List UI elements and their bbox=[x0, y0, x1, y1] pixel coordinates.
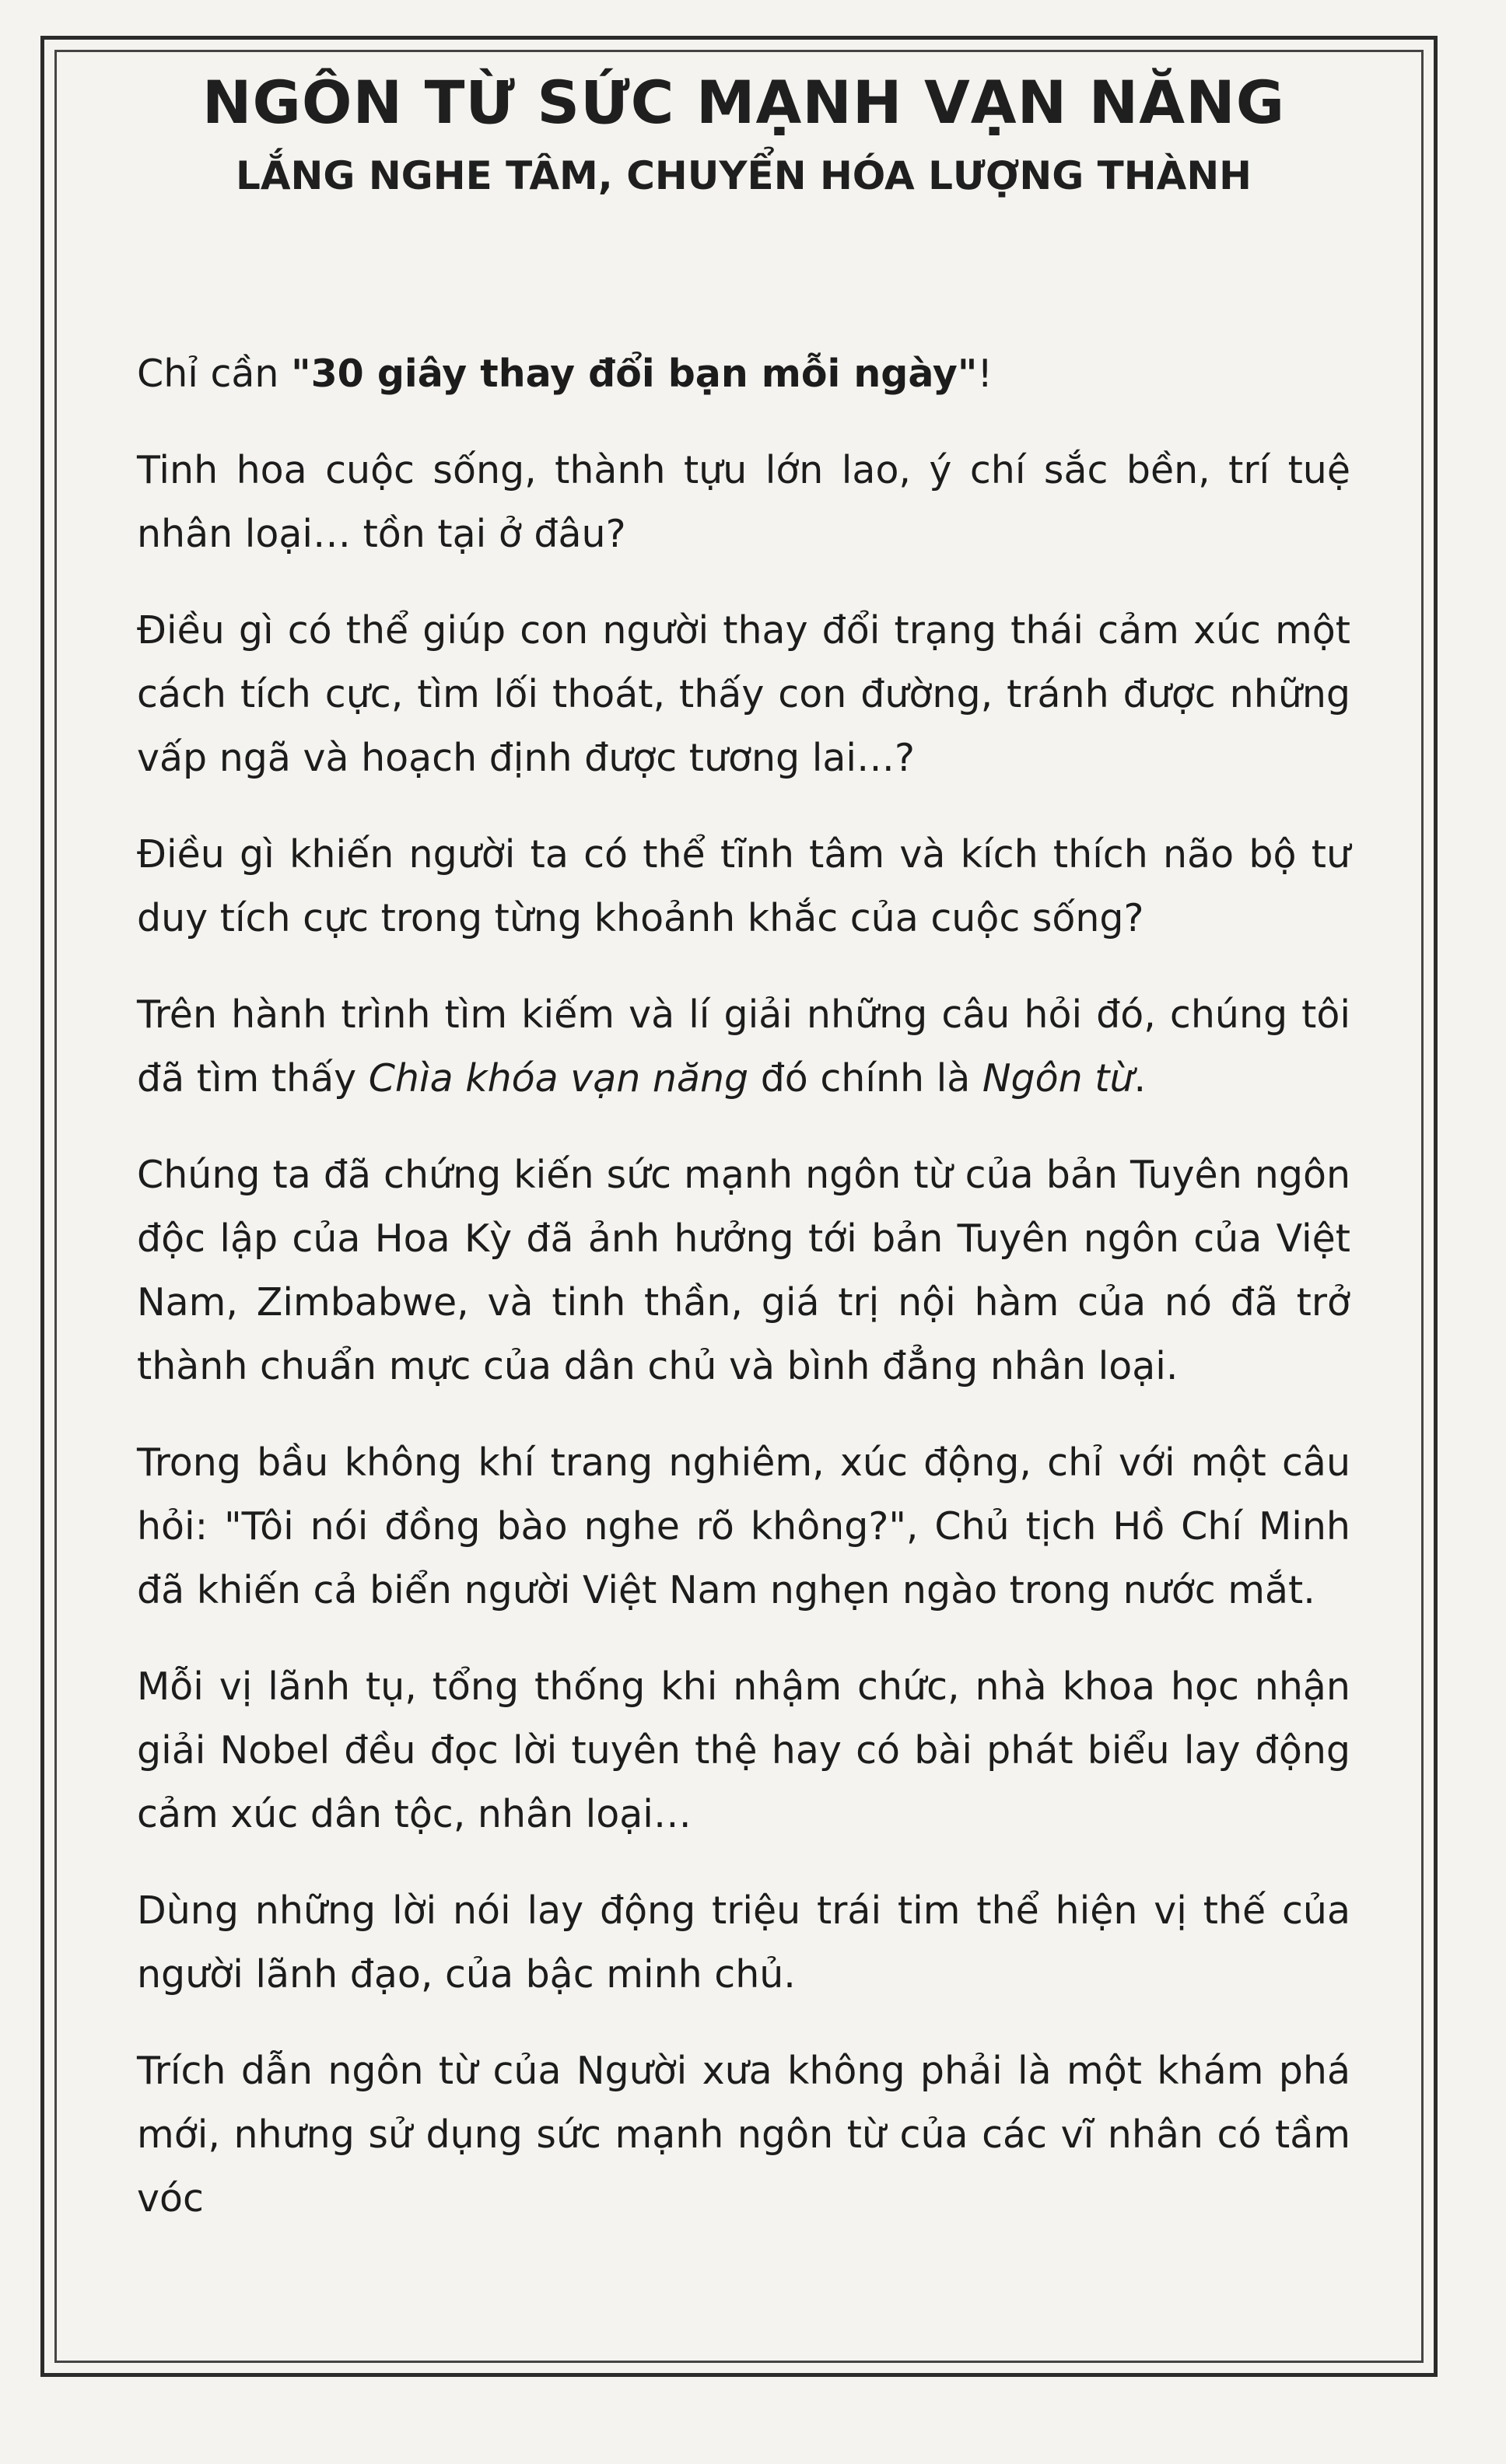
paragraph-5-italic-word: Ngôn từ bbox=[982, 1056, 1134, 1101]
paragraph-1 bbox=[137, 342, 1350, 406]
paragraph-5-text: Trên hành trình tìm kiếm và lí giải những câu hỏi đó, chúng tôi đã tìm thấy bbox=[137, 992, 1350, 1101]
paragraph-7: Trong bầu không khí trang nghiêm, xúc động, chỉ với một câu hỏi: "Tôi nói đồng bào nghe rõ không?", Chủ tịch Hồ Chí Minh đã khiến cả biển người Việt Nam nghẹn ngào trong nước mắt. bbox=[137, 1440, 1350, 1612]
paragraph-8: Mỗi vị lãnh tụ, tổng thống khi nhậm chức, nhà khoa học nhận giải Nobel đều đọc lời tuyên thệ hay có bài phát biểu lay động cảm xúc dân tộc, nhân loại… bbox=[137, 1664, 1350, 1836]
paragraph-4: Điều gì khiến người ta có thể tĩnh tâm và kích thích não bộ tư duy tích cực trong từng khoảnh khắc của cuộc sống? bbox=[137, 832, 1350, 940]
paragraph-5-italic-key: Chìa khóa vạn năng bbox=[368, 1056, 749, 1101]
paragraph-5 bbox=[137, 983, 1350, 1111]
paragraph-10: Trích dẫn ngôn từ của Người xưa không phải là một khám phá mới, nhưng sử dụng sức mạnh ngôn từ của các vĩ nhân có tầm vóc bbox=[137, 2049, 1350, 2221]
paragraph-2: Tinh hoa cuộc sống, thành tựu lớn lao, ý chí sắc bền, trí tuệ nhân loại… tồn tại ở đâu? bbox=[137, 448, 1350, 556]
paragraph-1-bold: "30 giây thay đổi bạn mỗi ngày" bbox=[291, 352, 978, 396]
paragraph-3: Điều gì có thể giúp con người thay đổi trạng thái cảm xúc một cách tích cực, tìm lối thoát, thấy con đường, tránh được những vấp ngã và hoạch định được tương lai…? bbox=[137, 608, 1350, 780]
paragraph-5-middle: đó chính là bbox=[748, 1056, 982, 1101]
page-content bbox=[137, 62, 1350, 2263]
paragraph-5-end: . bbox=[1133, 1056, 1147, 1101]
paragraph-6: Chúng ta đã chứng kiến sức mạnh ngôn từ của bản Tuyên ngôn độc lập của Hoa Kỳ đã ảnh hưởng tới bản Tuyên ngôn của Việt Nam, Zimbabwe, và tinh thần, giá trị nội hàm của nó đã trở thành chuẩn mực của dân chủ và bình đẳng nhân loại. bbox=[137, 1153, 1350, 1388]
page-title: NGÔN TỪ SỨC MẠNH VẠN NĂNG bbox=[201, 68, 1286, 137]
paragraph-1-end: ! bbox=[977, 352, 993, 396]
paragraph-9: Dùng những lời nói lay động triệu trái tim thể hiện vị thế của người lãnh đạo, của bậc minh chủ. bbox=[137, 1888, 1350, 1997]
paragraph-1-text: Chỉ cần bbox=[137, 352, 292, 396]
page-subtitle: LẮNG NGHE TÂM, CHUYỂN HÓA LƯỢNG THÀNH bbox=[235, 153, 1252, 198]
body-text bbox=[137, 342, 1350, 2231]
